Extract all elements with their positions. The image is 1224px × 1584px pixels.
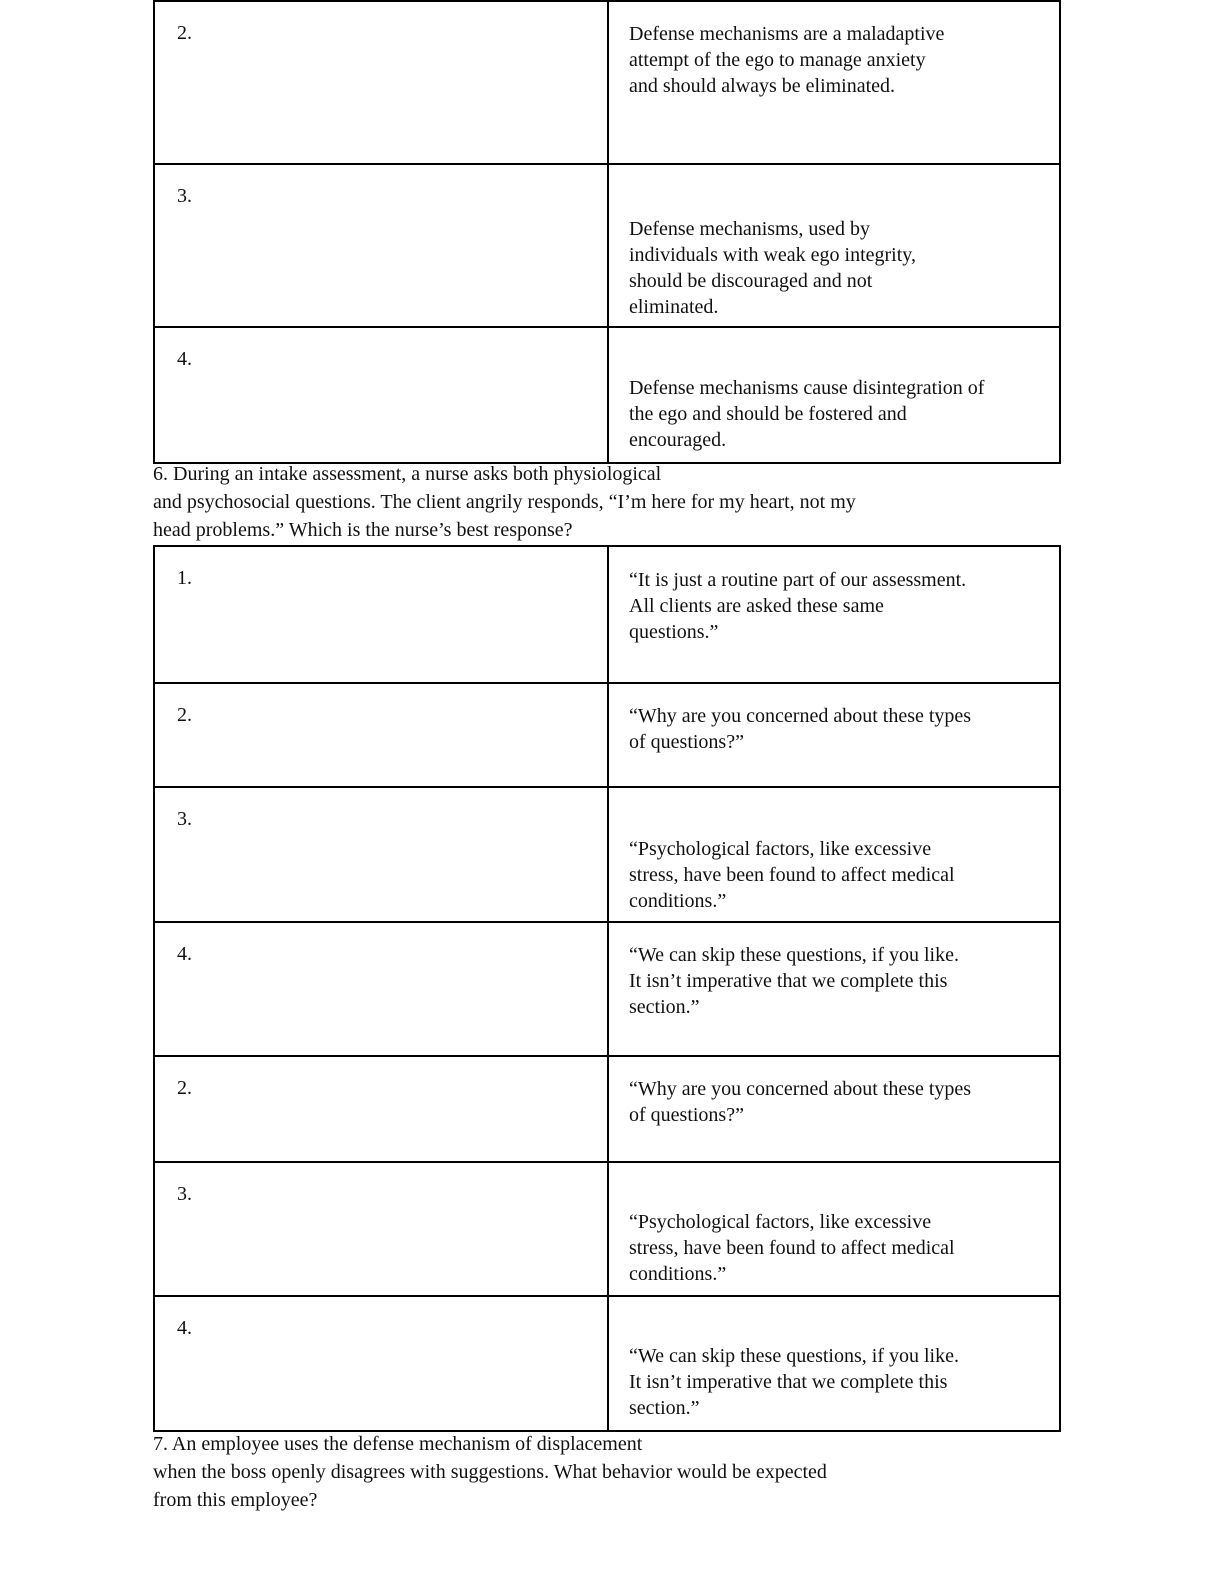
table-row — [155, 1163, 1059, 1297]
table-row — [155, 2, 1059, 165]
option-text: Defense mechanisms, used by individuals with weak ego integrity, should be discouraged and not eliminated. — [629, 218, 916, 318]
option-text: “Why are you concerned about these types of questions?” — [629, 1078, 972, 1126]
option-text: “Why are you concerned about these types of questions?” — [629, 705, 972, 753]
question-7: 7. An employee uses the defense mechanism of displacement when the boss openly disagrees with suggestions. What behavior would be expected from this employee? — [153, 1433, 827, 1511]
table-row — [155, 165, 1059, 328]
table-row — [155, 788, 1059, 923]
option-text: “We can skip these questions, if you like. It isn’t imperative that we complete this section.” — [629, 1345, 959, 1419]
option-number: 2. — [155, 684, 609, 786]
table-row — [155, 923, 1059, 1057]
table-row — [155, 328, 1059, 462]
option-number: 3. — [155, 788, 609, 921]
option-text: Defense mechanisms cause disintegration of the ego and should be fostered and encouraged. — [629, 377, 985, 451]
option-text: “Psychological factors, like excessive stress, have been found to affect medical conditions.” — [629, 838, 955, 912]
option-number: 4. — [155, 328, 609, 462]
option-number: 2. — [155, 1057, 609, 1161]
option-number: 4. — [155, 1297, 609, 1430]
option-number: 4. — [155, 923, 609, 1055]
answer-table-1 — [153, 0, 1061, 464]
option-text: “It is just a routine part of our assessment. All clients are asked these same questions.” — [629, 569, 967, 643]
option-number: 1. — [155, 547, 609, 682]
table-row — [155, 547, 1059, 684]
option-text: “We can skip these questions, if you like. It isn’t imperative that we complete this section.” — [629, 944, 959, 1018]
table-row — [155, 1297, 1059, 1430]
answer-table-2 — [153, 545, 1061, 1432]
option-text: “Psychological factors, like excessive stress, have been found to affect medical conditions.” — [629, 1211, 955, 1285]
option-number: 2. — [155, 2, 609, 163]
question-6: 6. During an intake assessment, a nurse asks both physiological and psychosocial questions. The client angrily responds, “I’m here for my heart, not my head problems.” Which is the nurse’s best response? — [153, 463, 856, 541]
table-row — [155, 1057, 1059, 1163]
option-text: Defense mechanisms are a maladaptive attempt of the ego to manage anxiety and should always be eliminated. — [629, 23, 945, 97]
option-number: 3. — [155, 1163, 609, 1295]
option-number: 3. — [155, 165, 609, 326]
table-row — [155, 684, 1059, 788]
